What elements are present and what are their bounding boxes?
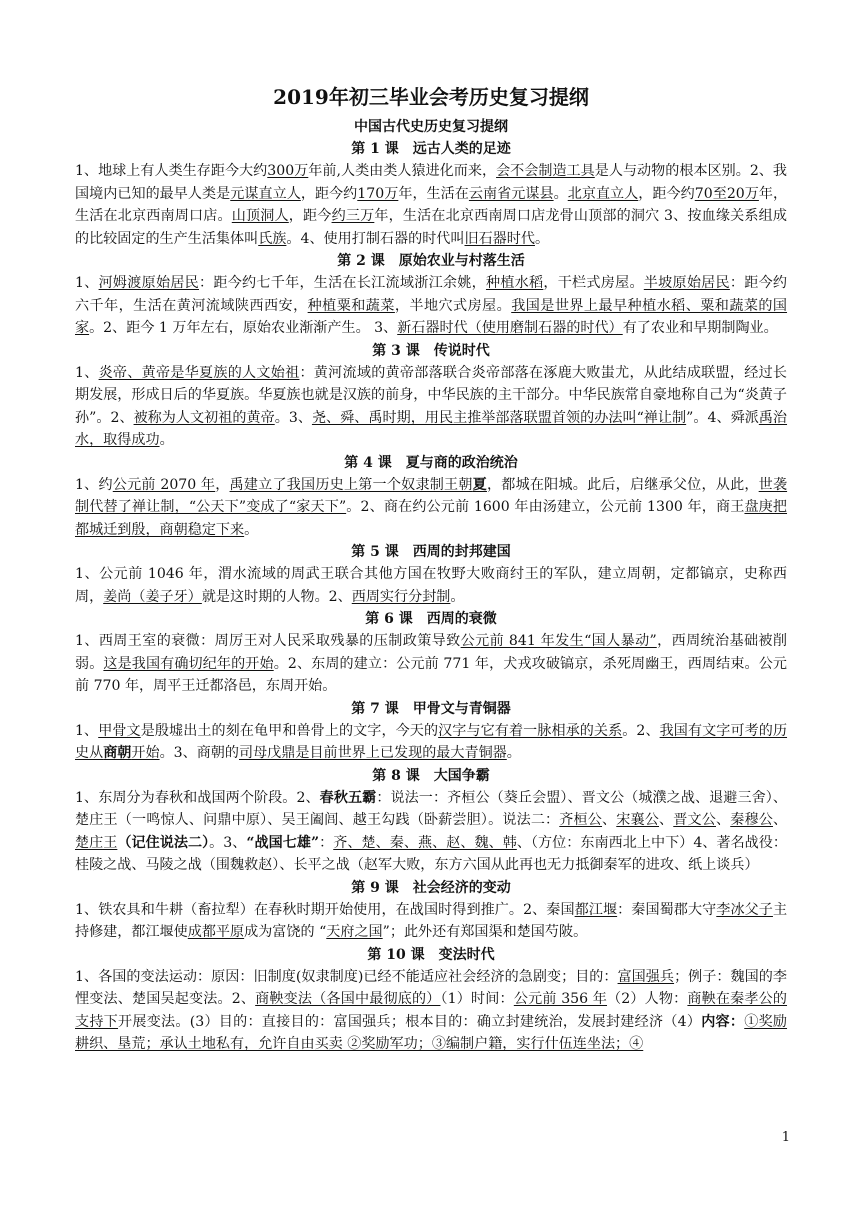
body-text: 。 xyxy=(534,230,550,247)
body-text: 1、西周王室的衰微：周厉王对人民采取残暴的压制政策导致 xyxy=(75,633,461,649)
key-point-text: 都江堰 xyxy=(574,901,618,918)
body-text: 1、铁农具和牛耕（畜拉犁）在春秋时期开始使用，在战国时得到推广。2、秦国 xyxy=(75,901,575,918)
key-point-text: 齐桓公 xyxy=(559,812,603,828)
key-point-text: 禹建立了我国历史上第一个奴隶制王朝 xyxy=(229,476,473,493)
key-point-text: 云南省元谋县 xyxy=(468,185,554,202)
key-point-text: 70至20万 xyxy=(694,185,759,202)
body-text: 、 xyxy=(772,812,788,828)
key-point-text: 170万 xyxy=(357,185,399,202)
key-point-text: 甲骨文 xyxy=(98,722,141,739)
key-point-text: 种植水稻 xyxy=(485,275,544,291)
body-text: 。 xyxy=(553,185,568,202)
lesson-body xyxy=(75,966,787,1056)
key-point-text: 我国有文字可考的历史从 xyxy=(75,722,788,761)
key-point-text: 种植粟和蔬菜 xyxy=(307,297,395,314)
body-text: 。4、使用打制石器的时代叫 xyxy=(286,230,465,247)
key-point-text: 汉字与它有着一脉相承的关系 xyxy=(438,722,623,739)
key-point-text: 元谋直立人 xyxy=(230,185,301,202)
body-text: ；例子：魏国的李悝变法、楚国吴起变法。2、 xyxy=(75,968,788,1007)
body-text: 就是这时期的人物。2、 xyxy=(201,588,352,605)
body-text: ”；此外还有郑国渠和楚国芍陂。 xyxy=(382,924,588,940)
key-point-text: 公元前 841 年发生“国人暴动” xyxy=(460,633,657,649)
body-text: 1、约 xyxy=(75,476,113,493)
lesson-title: 第 5 课 西周的封邦建国 xyxy=(351,544,511,560)
lesson-title: 第 3 课 传说时代 xyxy=(372,342,490,359)
lesson-title: 第 4 课 夏与商的政治统治 xyxy=(344,454,518,471)
lesson-body xyxy=(75,563,787,608)
key-point-text: 炎帝、黄帝是华夏族的人文始祖 xyxy=(98,364,300,381)
key-point-text: ①奖励耕织、垦荒；承认土地私有，允许自由买卖 ②奖励军功；③编制户籍，实行什伍连坐法；④ xyxy=(75,1013,788,1052)
key-point-text: 晋文公 xyxy=(673,812,716,828)
key-point-text: 公元前 356 年 xyxy=(513,991,608,1007)
lesson-body xyxy=(75,160,787,250)
body-text: ，干栏式房屋。 xyxy=(543,275,644,291)
key-point-text: 姜尚（姜子牙） xyxy=(103,588,202,605)
key-point-text: 北京直立人 xyxy=(567,185,639,202)
key-point-text: 这是我国有确切纪年的开始 xyxy=(103,655,274,672)
body-text: 1、地球上有人类生存距今大约 xyxy=(75,163,268,179)
lesson-section xyxy=(75,541,787,608)
body-text: 、 xyxy=(602,812,617,828)
body-text: ，半地穴式房屋。 xyxy=(394,297,512,314)
document-title: 2019年初三毕业会考历史复习提纲 xyxy=(273,85,589,109)
body-text: ，西周统治基础被削弱。 xyxy=(75,633,787,672)
body-text: （2）人物： xyxy=(607,991,688,1007)
body-text: （1）时间： xyxy=(440,991,514,1007)
lesson-section xyxy=(75,944,787,1056)
key-point-text: 会不会制造工具 xyxy=(496,163,595,179)
key-point-text: 齐、楚、秦、燕、赵、魏、韩 xyxy=(333,834,517,851)
body-text: 年，生活在北京西南周口店龙骨山顶部的洞穴 3、按血缘关系组成的比较固定的生产生活集体叫 xyxy=(75,208,788,247)
key-point-text: 山顶洞人 xyxy=(231,208,289,224)
key-point-text: 司母戊鼎是目前世界上已发现的最大青铜器 xyxy=(239,745,507,761)
document-subtitle: 中国古代史历史复习提纲 xyxy=(354,119,508,135)
lesson-title: 第 1 课 远古人类的足迹 xyxy=(351,141,511,157)
body-text: 1、东周分为春秋和战国两个阶段。2、 xyxy=(75,789,320,806)
body-text: ，距今约 xyxy=(300,185,358,202)
body-text: 。2、 xyxy=(622,722,660,739)
body-text: 。3、 xyxy=(274,409,312,426)
body-text: 。2、东周的建立：公元前 771 年，犬戎攻破镐京，杀死周幽王，西周结束。公元前 770 年，周平王迁都洛邑，东周开始。 xyxy=(75,655,788,694)
lesson-section xyxy=(75,138,787,250)
key-point-text: 我国是世界上最早种植水稻、粟和蔬菜的国家 xyxy=(75,297,788,336)
body-text: ：距今约六千年，生活在黄河流域陕西西安， xyxy=(75,275,788,314)
body-text: ：距今约七千年，生活在长江流域浙江余姚， xyxy=(199,275,486,291)
emphasis-text: “战国七雄” xyxy=(246,834,320,851)
body-text: 。 xyxy=(506,745,521,761)
lesson-section xyxy=(75,340,787,452)
lesson-body xyxy=(75,362,787,452)
body-text: 。3、商朝的 xyxy=(159,745,239,761)
body-text: 主持修建，都江堰使 xyxy=(75,901,788,940)
body-text: 。 xyxy=(244,521,259,538)
body-text: 。 xyxy=(450,588,465,605)
body-text: 年，生活在北京西南周口店。 xyxy=(75,185,788,224)
key-point-text: 300万 xyxy=(267,163,309,179)
emphasis-text: 内容： xyxy=(701,1013,745,1030)
body-text: 成为富饶的 “ xyxy=(244,924,327,940)
lesson-section xyxy=(75,698,787,765)
key-point-text: 世袭制代替了禅让制，“公天下”变成了“家天下” xyxy=(75,476,788,515)
body-text: 、（方位：东南西北上中下）4、著名战役：桂陵之战、马陵之战（围魏救赵）、长平之战（赵军大败，东方六国从此再也无力抵御秦军的进攻、纸上谈兵） xyxy=(75,834,788,873)
body-text: ，都城在阳城。此后，启继承父位，从此， xyxy=(486,476,759,493)
body-text: 。3、 xyxy=(209,834,247,851)
lesson-body xyxy=(75,787,787,877)
body-text: 、 xyxy=(659,812,674,828)
key-point-text: 开始 xyxy=(131,745,160,761)
lesson-title: 第 8 课 大国争霸 xyxy=(372,767,490,784)
body-text: ：秦国蜀郡大守 xyxy=(617,901,717,918)
body-text: 是人与动物的根本区别。2、我国境内已知的最早人类是 xyxy=(75,163,788,202)
lesson-title: 第 7 课 甲骨文与青铜器 xyxy=(351,700,511,717)
body-text: 是殷墟出土的刻在龟甲和兽骨上的文字，今天的 xyxy=(140,722,439,739)
body-text: 、 xyxy=(716,812,731,828)
key-point-text: 约三万 xyxy=(331,208,375,224)
lesson-section xyxy=(75,250,787,340)
key-point-text: 成都平原 xyxy=(187,924,245,940)
key-point-text: 商鞅变法（各国中最彻底的） xyxy=(255,991,441,1007)
lesson-body xyxy=(75,899,787,944)
lesson-section xyxy=(75,877,787,944)
lesson-body xyxy=(75,474,787,542)
body-text: 1、 xyxy=(75,364,99,381)
body-text: ，距今约 xyxy=(638,185,695,202)
page-number: 1 xyxy=(781,1130,790,1145)
lesson-body xyxy=(75,630,787,698)
key-point-text: 公元前 2070 年 xyxy=(112,476,216,493)
body-text: 1、 xyxy=(75,722,99,739)
lesson-title: 第 9 课 社会经济的变动 xyxy=(351,879,511,896)
body-text: 。 xyxy=(159,432,174,448)
key-point-text: 秦穆公 xyxy=(730,812,773,828)
key-point-text: 楚庄王 xyxy=(75,834,118,851)
key-point-text: 氏族 xyxy=(258,230,287,247)
key-point-text: 西周实行分封制 xyxy=(351,588,451,605)
key-point-text: 天府之国 xyxy=(326,924,383,940)
body-text: ， xyxy=(215,476,230,493)
emphasis-text: 春秋五霸 xyxy=(319,789,377,806)
document-page xyxy=(75,82,787,1056)
key-point-text: 新石器时代（使用磨制石器的时代） xyxy=(397,320,623,336)
emphasis-text: （记住说法二） xyxy=(117,834,210,851)
lesson-section xyxy=(75,608,787,698)
body-text: 有了农业和早期制陶业。 xyxy=(622,320,778,336)
lesson-title: 第 10 课 变法时代 xyxy=(367,946,495,963)
key-point-text: 被称为人文初祖的黄帝 xyxy=(133,409,275,426)
key-point-text: 富国强兵 xyxy=(617,968,675,985)
key-point-text: 旧石器时代 xyxy=(464,230,535,247)
lesson-title: 第 6 课 西周的衰微 xyxy=(365,611,497,627)
key-point-text: 禹治水，取得成功 xyxy=(75,409,788,448)
body-text: 1、各国的变法运动：原因：旧制度(奴隶制度)已经不能适应社会经济的急剧变；目的： xyxy=(75,968,618,985)
body-text: ，距今 xyxy=(288,208,332,224)
lesson-body xyxy=(75,720,787,765)
body-text: ”。4、舜派 xyxy=(686,409,759,426)
key-point-text: 尧、舜、禹时期，用民主推举部落联盟首领的办法叫“禅让制 xyxy=(311,409,687,426)
body-text: 。2、距今 1 万年左右，原始农业渐渐产生。 3、 xyxy=(89,320,398,336)
key-point-text: 李冰父子 xyxy=(716,901,773,918)
key-point-text: 宋襄公 xyxy=(616,812,660,828)
body-text: 1、 xyxy=(75,275,99,291)
key-point-text: 盘庚把都城迁到殷，商朝稳定下来 xyxy=(75,499,788,538)
lesson-title: 第 2 课 原始农业与村落生活 xyxy=(337,253,525,269)
key-point-text: 商鞅在秦孝公的支持下 xyxy=(75,991,788,1030)
key-point-text: 商朝 xyxy=(103,745,132,761)
body-text: 年，生活在 xyxy=(398,185,469,202)
key-point-text: 河姆渡原始居民 xyxy=(98,275,200,291)
body-text: ：说法一：齐桓公（葵丘会盟）、晋文公（城濮之战、退避三舍）、楚庄王（一鸣惊人、问鼎中原）、吴王阖闾、越王勾践（卧薪尝胆）。说法二： xyxy=(75,789,787,828)
lesson-list xyxy=(75,138,787,1056)
lesson-section xyxy=(75,765,787,877)
lesson-body xyxy=(75,272,787,340)
body-text: 1、公元前 1046 年，渭水流域的周武王联合其他方国在牧野大败商纣王的军队，建立周朝，定都镐京，史称西周， xyxy=(75,566,787,605)
body-text: 开展变法。(3）目的：直接目的：富国强兵；根本目的：确立封建统治，发展封建经济（4） xyxy=(118,1013,702,1030)
lesson-section xyxy=(75,452,787,542)
body-text: ：黄河流域的黄帝部落联合炎帝部落在涿鹿大败蚩尤，从此结成联盟，经过长期发展，形成日后的华夏族。华夏族也就是汉族的前身，中华民族的主干部分。中华民族常自豪地称自己为“炎黄子孙”。2、 xyxy=(75,364,788,426)
body-text: 。2、商在约公元前 1600 年由汤建立，公元前 1300 年，商王 xyxy=(346,499,745,515)
key-point-text: 半坡原始居民 xyxy=(643,275,730,291)
body-text: ： xyxy=(319,834,334,851)
body-text: 年前,人类由类人猿进化而来， xyxy=(308,163,497,179)
key-point-text: 夏 xyxy=(472,476,487,493)
